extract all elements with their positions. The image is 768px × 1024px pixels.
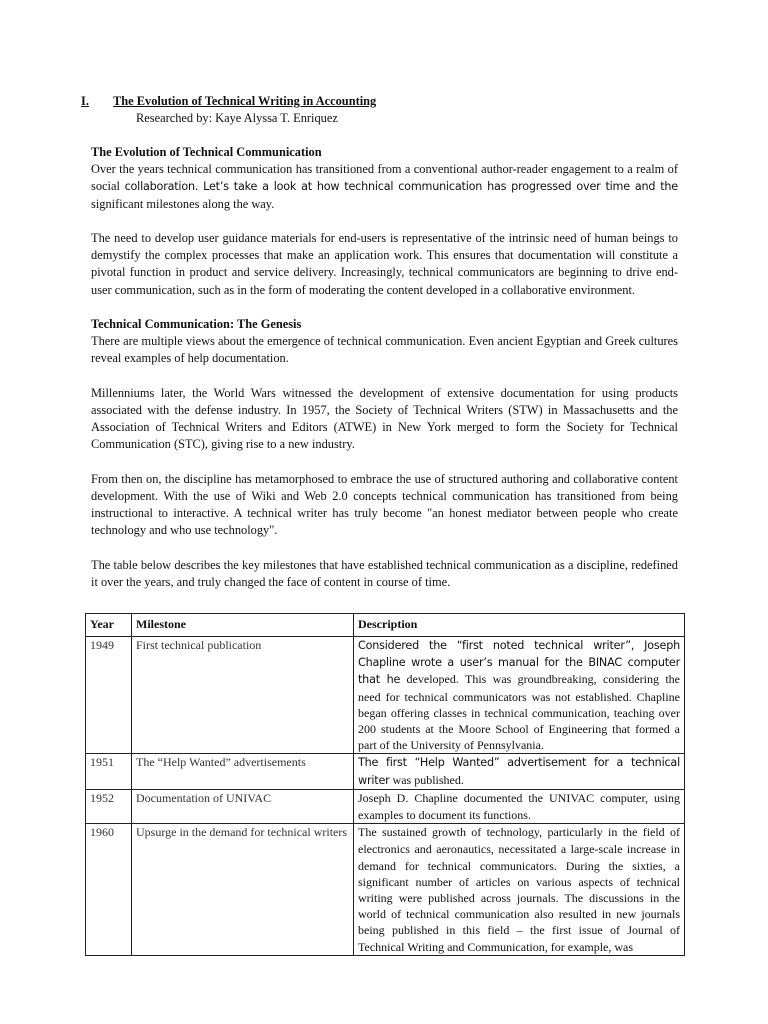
cell-year: 1949 [86,637,132,754]
paragraph-intro: Over the years technical communication has transitioned from a conventional author-reader engagement to a realm of social collaboration. Let’s take a look at how technical communication has progressed over time and the significant milestones along the way. [91,162,678,211]
header-year: Year [86,614,132,637]
header-milestone: Milestone [132,614,354,637]
cell-year: 1952 [86,789,132,823]
paragraph-user-guidance: The need to develop user guidance materials for end-users is representative of the intrinsic need of human beings to demystify the complex processes that make an application work. This ensures that documentation will constitute a pivotal function in product and service delivery. Increasingly, technical communicators are beginning to drive end-user communication, such as in the form of moderating the content developed in a collaborative environment. [91,231,678,297]
header-description: Description [354,614,685,637]
document-body [91,144,678,608]
table-row [86,754,685,789]
section-number: I. [81,94,89,108]
milestones-table [85,613,685,956]
cell-description: The sustained growth of technology, particularly in the field of electronics and aeronautics, necessitated a large-scale increase in demand for technical communicators. During the sixties, a significant number of articles on various aspects of technical writing were published across journals. The discussions in the world of technical communication also resulted in new journals being published in this field – the first issue of Journal of Technical Writing and Communication, for example, was [354,824,685,956]
cell-year: 1951 [86,754,132,789]
paragraph-metamorphosed: From then on, the discipline has metamorphosed to embrace the use of structured authoring and collaborative content development. With the use of Wiki and Web 2.0 concepts technical communication has transitioned from being instructional to interactive. A technical writer has truly become "an honest mediator between people who create technology and who use technology". [91,471,678,538]
table-header-row [86,614,685,637]
document-title: The Evolution of Technical Writing in Accounting [113,94,377,108]
paragraph-world-wars: Millenniums later, the World Wars witnessed the development of extensive documentation for using products associated with the defense industry. In 1957, the Society of Technical Writers (STW) in Massachusetts and the Association of Technical Writers and Editors (ATWE) in New York merged to form the Society for Technical Communication (STC), giving rise to a new industry. [91,385,678,452]
cell-description: Joseph D. Chapline documented the UNIVAC computer, using examples to document its functions. [354,789,685,823]
section-heading-evolution: The Evolution of Technical Communication [91,145,322,159]
cell-year: 1960 [86,824,132,956]
cell-description: The first “Help Wanted” advertisement for a technical writer was published. [354,754,685,789]
cell-milestone: The “Help Wanted” advertisements [132,754,354,789]
paragraph-multiple-views: There are multiple views about the emergence of technical communication. Even ancient Egyptian and Greek cultures reveal examples of help documentation. [91,334,678,366]
table-row [86,824,685,956]
cell-description: Considered the “first noted technical writer”, Joseph Chapline wrote a user’s manual for the BINAC computer that he developed. This was groundbreaking, considering the need for technical communicators was not established. Chapline began offering classes in technical communication, teaching over 200 students at the Moore School of Engineering that formed a part of the University of Pennsylvania. [354,637,685,754]
cell-milestone: Upsurge in the demand for technical writers [132,824,354,956]
byline: Researched by: Kaye Alyssa T. Enriquez [136,111,338,125]
table-row [86,789,685,823]
cell-milestone: First technical publication [132,637,354,754]
cell-milestone: Documentation of UNIVAC [132,789,354,823]
paragraph-table-intro: The table below describes the key milestones that have established technical communication as a discipline, redefined it over the years, and truly changed the face of content in course of time. [91,557,678,589]
table-row [86,637,685,754]
section-heading-genesis: Technical Communication: The Genesis [91,317,302,331]
